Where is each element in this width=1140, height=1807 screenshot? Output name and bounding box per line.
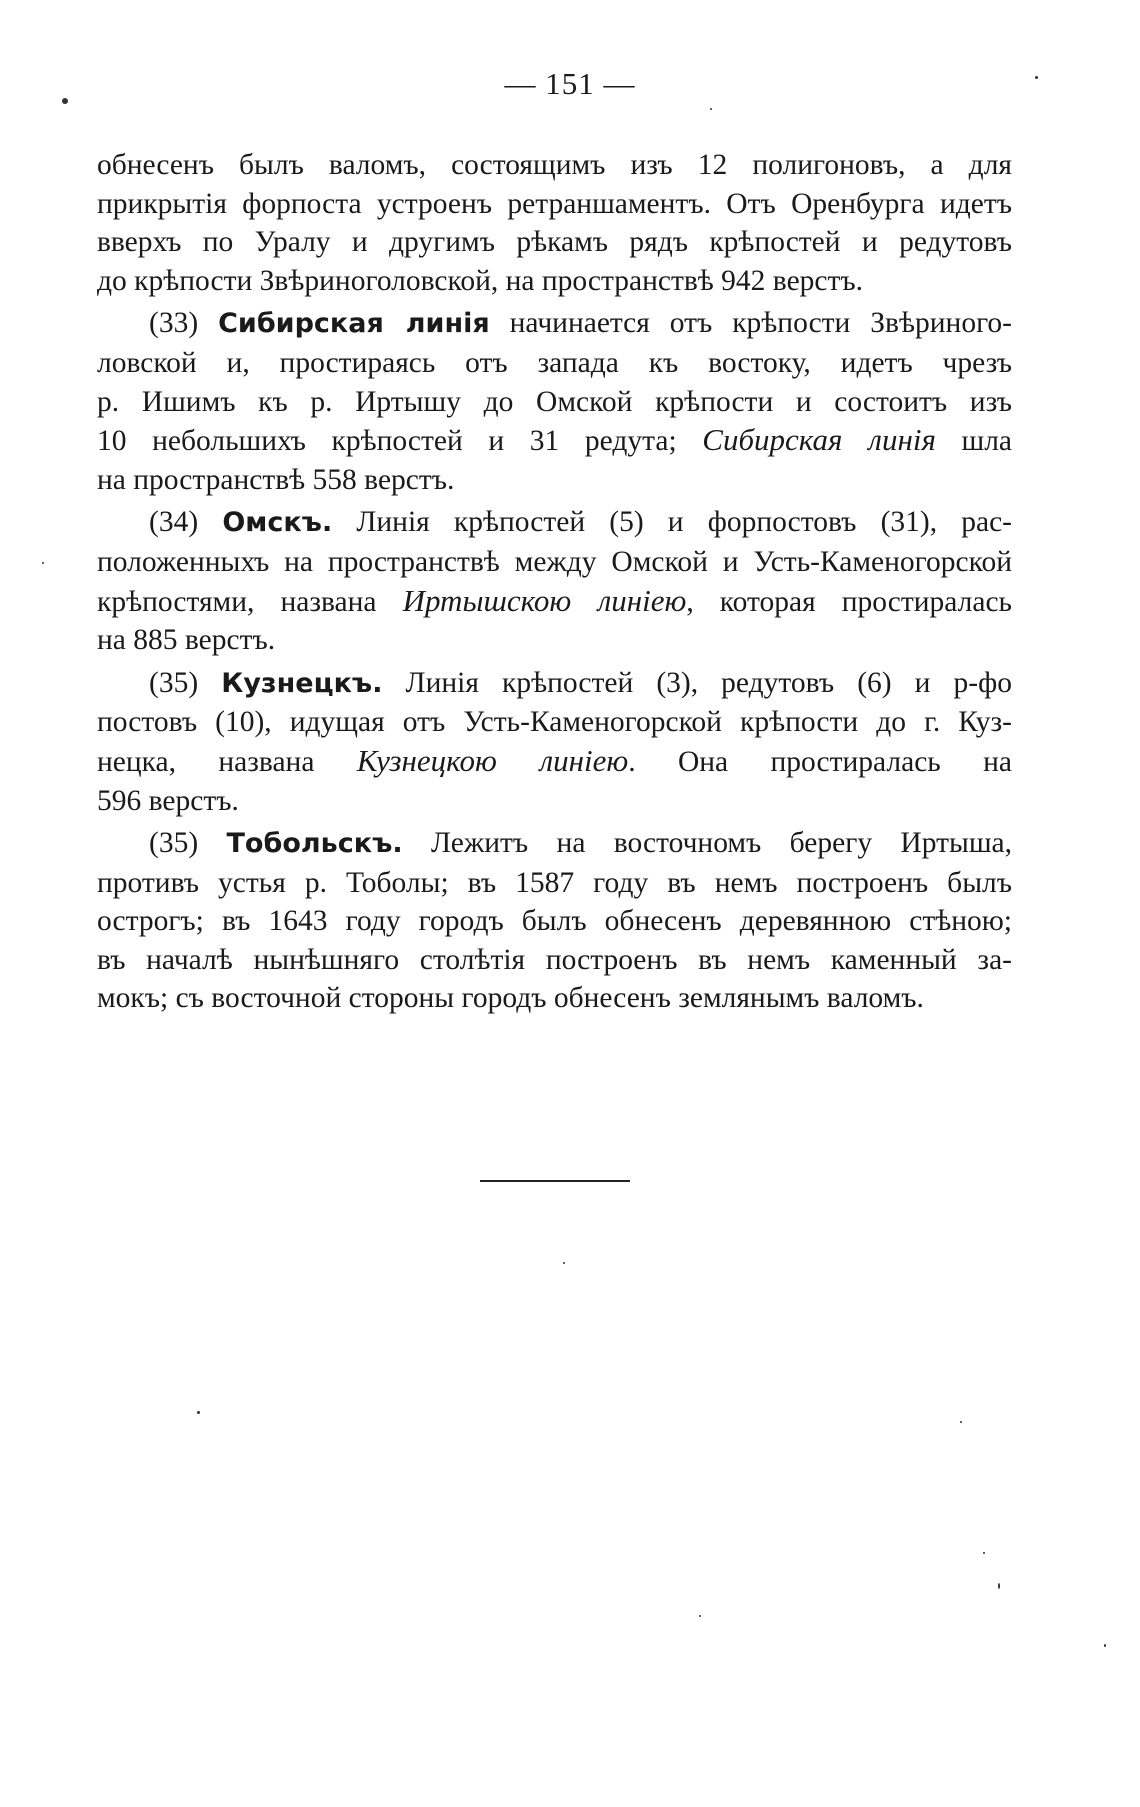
text-run: . Она простиралась на [628, 745, 1013, 778]
page-body [97, 146, 1012, 1022]
scan-speck [197, 1411, 200, 1414]
text-line: противъ устья р. Тоболы; въ 1587 году въ немъ построенъ былъ [97, 866, 1012, 899]
text-line [97, 503, 1012, 543]
italic-term: Иртышскою линіею [402, 582, 687, 618]
text-run: 10 небольшихъ крѣпостей и 31 редута; [97, 425, 703, 458]
text-run: Линія крѣпостей (3), редутовъ (6) и р-фо [382, 666, 1012, 699]
text-line: обнесенъ былъ валомъ, состоящимъ изъ 12 полигоновъ, а для [97, 149, 1012, 181]
text-line [97, 304, 1012, 344]
section-heading: Сибирская линія [218, 308, 490, 340]
paragraph-35-kuznetsk [97, 664, 1012, 820]
text-line [97, 582, 1012, 622]
text-run: Линія крѣпостей (5) и форпостовъ (31), рас- [332, 506, 1013, 539]
scan-speck [42, 562, 44, 564]
page-number: — 151 — [504, 66, 636, 101]
scan-speck [1104, 1644, 1106, 1647]
scan-speck [699, 1615, 701, 1617]
scan-speck [62, 98, 68, 104]
text-line: 596 верстъ. [97, 784, 239, 817]
text-line: на 885 верстъ. [97, 624, 276, 657]
text-line [97, 664, 1012, 704]
section-heading: Тобольскъ. [226, 828, 403, 860]
text-run: Лежитъ на восточномъ берегу Иртыша, [402, 827, 1012, 860]
paragraph-33 [97, 304, 1012, 499]
text-run: нецка, названа [97, 745, 357, 778]
section-number: (35) [149, 827, 199, 860]
scan-speck [983, 1552, 985, 1554]
text-line: въ началѣ нынѣшняго столѣтія построенъ въ немъ каменный за- [97, 943, 1012, 976]
text-line [97, 824, 1012, 864]
text-line: ловской и, простираясь отъ запада къ востоку, идетъ чрезъ [97, 346, 1012, 379]
section-number: (35) [149, 666, 199, 699]
paragraph-continuation [97, 146, 1012, 300]
section-heading: Кузнецкъ. [221, 667, 383, 699]
text-line: острогъ; въ 1643 году городъ былъ обнесенъ деревянною стѣною; [97, 905, 1012, 938]
italic-term: Сибирская линія [702, 422, 936, 458]
text-line [97, 742, 1012, 782]
text-run: крѣпостями, названа [97, 585, 403, 618]
text-run: начинается отъ крѣпости Звѣриного- [489, 307, 1013, 340]
scan-speck [998, 1583, 1000, 1589]
text-line: мокъ; съ восточной стороны городъ обнесенъ землянымъ валомъ. [97, 982, 924, 1015]
text-line: положенныхъ на пространствѣ между Омской и Усть-Каменогорской [97, 545, 1012, 578]
end-rule [480, 1180, 630, 1182]
section-number: (33) [149, 307, 199, 340]
paragraph-34 [97, 503, 1012, 659]
scan-speck [563, 1262, 565, 1264]
text-line: постовъ (10), идущая отъ Усть-Каменогорской крѣпости до г. Куз- [97, 706, 1012, 739]
section-number: (34) [149, 506, 199, 539]
text-run: шла [935, 425, 1013, 458]
section-heading: Омскъ. [222, 507, 333, 539]
text-line: вверхъ по Уралу и другимъ рѣкамъ рядъ крѣпостей и редутовъ [97, 226, 1012, 259]
text-line [97, 421, 1012, 461]
text-line: р. Ишимъ къ р. Иртышу до Омской крѣпости и состоитъ изъ [97, 385, 1012, 418]
scan-speck [960, 1421, 962, 1423]
italic-term: Кузнецкою линіею [356, 742, 629, 778]
text-line: до крѣпости Звѣриноголовской, на пространствѣ 942 верстъ. [97, 264, 864, 297]
scan-speck [1035, 76, 1038, 79]
text-run: , которая простиралась [686, 585, 1013, 618]
paragraph-35-tobolsk [97, 824, 1012, 1018]
scan-speck [710, 108, 712, 110]
text-line: прикрытія форпоста устроенъ ретраншаментъ. Отъ Оренбурга идетъ [97, 187, 1012, 220]
text-line: на пространствѣ 558 верстъ. [97, 463, 455, 496]
